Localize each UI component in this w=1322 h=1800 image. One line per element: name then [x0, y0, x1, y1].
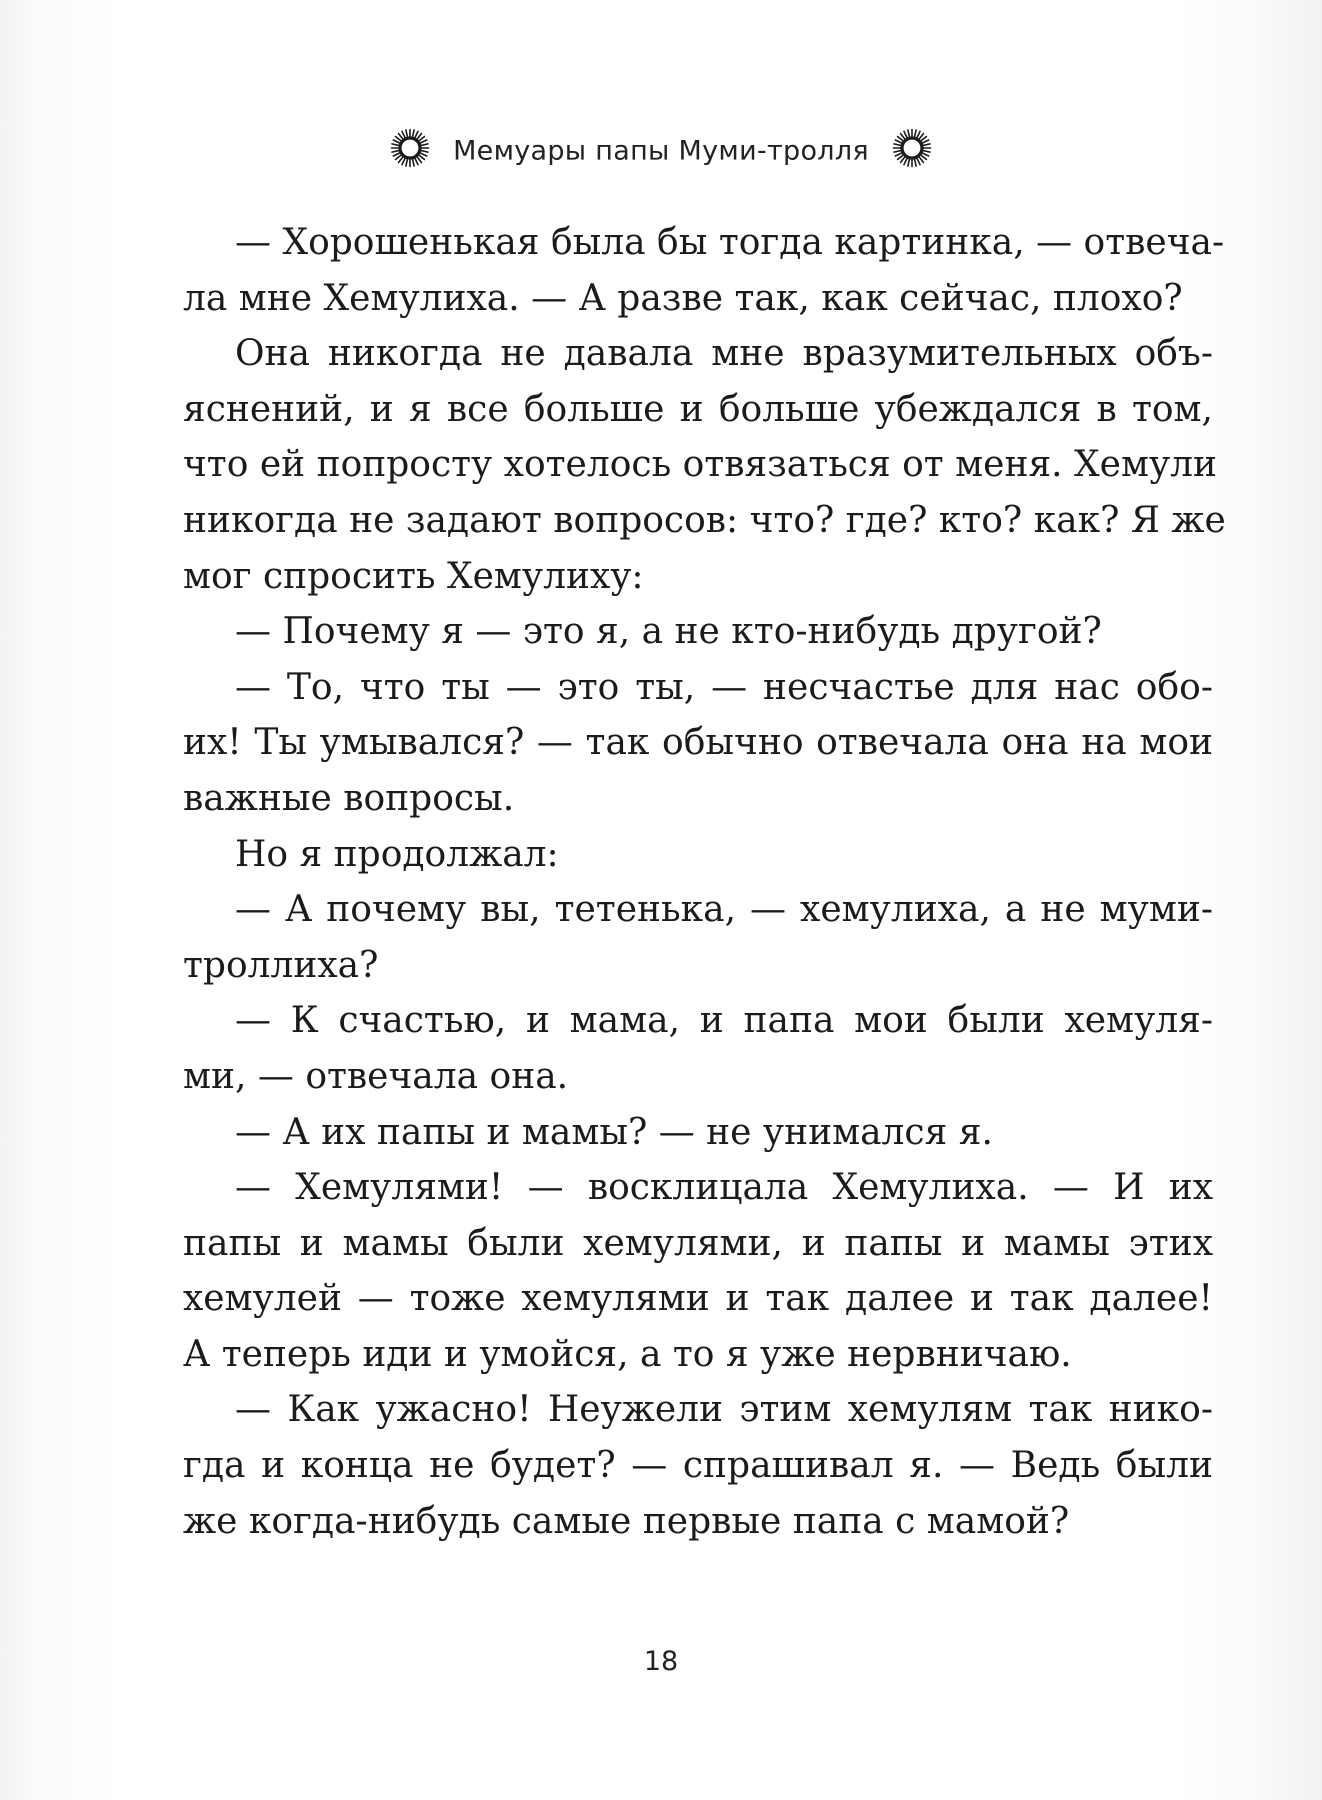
text-line: — Хорошенькая была бы тогда картинка, — отвеча- — [235, 222, 1225, 263]
text-line: яснений, и я все больше и больше убеждался в том, — [183, 388, 1213, 430]
text-line: — А их папы и мамы? — не унимался я. — [235, 1111, 993, 1153]
text-line: — То, что ты — это ты, — несчастье для нас обо- — [235, 666, 1213, 708]
text-line: ми, — отвечала она. — [183, 1055, 569, 1097]
text-line: никогда не задают вопросов: что? где? кто? как? Я же — [183, 499, 1226, 541]
text-line: папы и мамы были хемулями, и папы и мамы этих — [183, 1222, 1213, 1264]
text-line: Она никогда не давала мне вразумительных объ- — [235, 333, 1213, 375]
text-line: хемулей — тоже хемулями и так далее и так далее! — [183, 1278, 1213, 1320]
sun-ring-ornament-icon — [892, 128, 932, 168]
text-line: — А почему вы, тетенька, — хемулиха, а не муми- — [235, 889, 1213, 931]
text-line: мог спросить Хемулиху: — [183, 555, 644, 597]
text-line: — К счастью, и мама, и папа мои были хемуля- — [235, 1000, 1213, 1042]
text-line: что ей попросту хотелось отвязаться от меня. Хемули — [183, 444, 1218, 486]
text-line: — Хемулями! — восклицала Хемулиха. — И их — [235, 1167, 1213, 1209]
text-line: — Как ужасно! Неужели этим хемулям так нико- — [235, 1389, 1213, 1431]
text-line: А теперь иди и умойся, а то я уже нервничаю. — [183, 1333, 1072, 1375]
text-line: же когда-нибудь самые первые папа с мамой? — [183, 1500, 1070, 1542]
sun-ring-ornament-icon — [390, 128, 430, 168]
body-text — [183, 215, 1226, 1549]
text-line: важные вопросы. — [183, 777, 515, 819]
text-line: их! Ты умывался? — так обычно отвечала она на мои — [183, 722, 1213, 764]
text-line: гда и конца не будет? — спрашивал я. — Ведь были — [183, 1445, 1213, 1487]
text-line: — Почему я — это я, а не кто-нибудь другой? — [235, 611, 1102, 653]
text-line: ла мне Хемулиха. — А разве так, как сейчас, плохо? — [183, 277, 1183, 319]
page-number: 18 — [643, 1646, 679, 1677]
text-line: Но я продолжал: — [235, 833, 559, 875]
running-head-title: Мемуары папы Муми-тролля — [453, 135, 869, 167]
text-line: троллиха? — [183, 944, 379, 986]
running-head — [0, 131, 1322, 171]
